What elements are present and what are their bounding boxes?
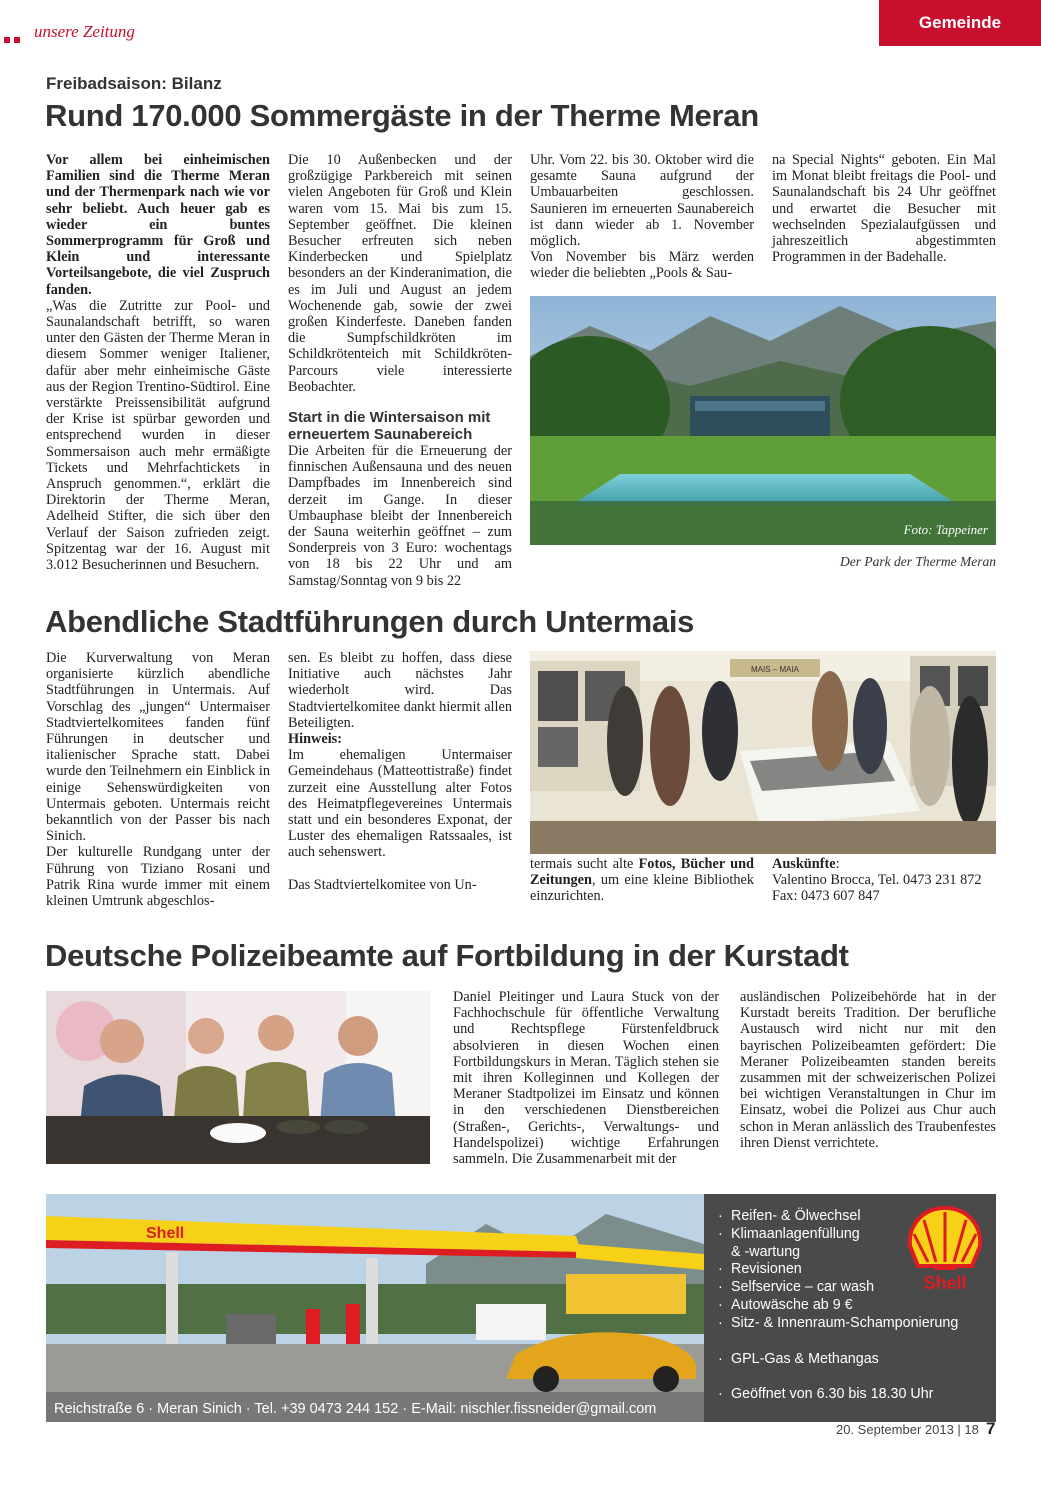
article3-col2-body: ausländischen Polizeibehörde hat in der Kurstadt bereits Tradition. Der berufliche Austausch wird nicht nur mit den bayrischen Polizeibeamten gefördert: Die Meraner Polizeibeamten standen bereits zusammen mit der schweizerischen Polizei bei wichtigen Veranstaltungen in Chur im Einsatz, wobei die Polizei aus Chur auch schon in Meran anlässlich des Traubenfestes ihren Dienst verrichtete. <box>740 989 996 1151</box>
article1-col4-body: na Special Nights“ geboten. Ein Mal im Monat bleibt freitags die Pool- und Saunalandschaft bis 24 Uhr geöffnet und erwartet die Besucher mit wechselnden Spezialaufgüssen und jahreszeitlich abgestimmten Programmen in der Badehalle. <box>772 152 996 266</box>
shell-logo <box>904 1204 986 1294</box>
canopy-brand-text: Shell <box>146 1225 185 1242</box>
collection-post: , um eine kleine Bibliothek einzurichten. <box>530 872 754 905</box>
article1-col3-body: Uhr. Vom 22. bis 30. Oktober wird die gesamte Sauna aufgrund der Umbauarbeiten geschlossen. Saunieren im erneuerten Saunabereich ist dann wieder ab 1. November möglich. <box>530 152 754 250</box>
article1-col2-body: Die 10 Außenbecken und der großzügige Parkbereich mit seinen vielen Angeboten für Groß und Klein waren vom 15. Mai bis zum 15. September geöffnet. Die kleinen Besucher erfreuten sich neben Kinderbecken und Spielplatz besonders an der Kinderanimation, die es im Juli und August an jedem Wochenende gab, sowie der zwei großen Kinderfeste. Daneben fanden die Sumpfschildkröten im Schildkrötenteich mit Schildkröten-Parcours viele interessierte Beobachter. <box>288 152 512 395</box>
police-officers-photo <box>46 991 430 1164</box>
info-label: Auskünfte <box>772 856 836 872</box>
hours-item: · Geöffnet von 6.30 bis 18.30 Uhr <box>718 1386 934 1403</box>
article2-col4: Auskünfte: Valentino Brocca, Tel. 0473 231 872 Fax: 0473 607 847 <box>772 856 1002 905</box>
service-item: & -wartung <box>731 1243 801 1260</box>
service-item: · Reifen- & Ölwechsel <box>718 1208 861 1224</box>
article2-col2-body2: Im ehemaligen Untermaiser Gemeindehaus (Matteottistraße) findet zurzeit eine Ausstellung alter Fotos des Heimatpflegevereines Untermais statt und ein besonderes Exponat, der Luster des ehemaligen Ratssaales, ist auch sehenswert. <box>288 747 512 861</box>
ad-address: Reichstraße 6 · Meran Sinich · Tel. +39 0473 244 152 · E-Mail: nischler.fissneider@gmail.com <box>54 1401 657 1417</box>
article1-col3-body2: Von November bis März werden wieder die beliebten „Pools & Sau- <box>530 249 754 282</box>
article1-lead: Vor allem bei einheimischen Familien sind die Therme Meran und der Thermenpark nach wie vor sehr beliebt. Auch heuer gab es wieder ein buntes Sommerprogramm für Groß und Klein und interessante Vorteilsangebote, die viel Zuspruch fanden. <box>46 152 270 298</box>
service-item: · Revisionen <box>718 1261 802 1278</box>
article2-col1 <box>46 650 270 909</box>
fuel-item: · GPL-Gas & Methangas <box>718 1350 879 1367</box>
page-number: 7 <box>986 1419 996 1438</box>
article3-col1 <box>453 989 719 1167</box>
article1-col2 <box>288 152 512 589</box>
service-item: · Sitz- & Innenraum-Schamponierung <box>718 1314 959 1331</box>
article1-col2-body2: Die Arbeiten für die Erneuerung der finnischen Außensauna und des neuen Dampfbades im Innenbereich sind derzeit im Gange. In dieser Umbauphase bleibt der Innenbereich der Sauna weiterhin geöffnet – zum Sonderpreis von 3 Euro: wochentags von 18 bis 22 Uhr und am Samstag/Sonntag von 9 bis 22 <box>288 443 512 589</box>
article1-kicker: Freibadsaison: Bilanz <box>46 74 222 93</box>
service-item: · Selfservice – car wash <box>718 1279 875 1296</box>
info-line2: Fax: 0473 607 847 <box>772 888 880 905</box>
gas-station-photo <box>46 1194 704 1422</box>
exhibition-sign: MAIS – MAIA <box>750 665 800 674</box>
service-item: · Klimaanlagenfüllung <box>718 1225 860 1242</box>
article1-col3 <box>530 152 754 282</box>
article2-col3 <box>530 856 754 905</box>
therme-photo-credit: Foto: Tappeiner <box>903 522 988 537</box>
article2-col1-body2: Der kulturelle Rundgang unter der Führung von Tiziano Rosani und Patrik Rina wurde immer mit einem kleinen Umtrunk abgeschlos- <box>46 844 270 910</box>
article2-col2: sen. Es bleibt zu hoffen, dass diese Initiative auch nächstes Jahr wiederholt wird. Das Stadtviertelkomitee dankt hiermit allen Beteiligten. Hinweis: Im ehemaligen Untermaiser Gemeindehaus (Matteottistraße) findet zurzeit eine Ausstellung alter Fotos des Heimatpflegevereines Untermais statt und ein besonderes Exponat, der Luster des ehemaligen Ratssaales, ist auch sehenswert. Das Stadtviertelkomitee von Un- <box>288 650 512 893</box>
collection-bold: Fotos, Bücher und Zeitungen <box>530 856 754 889</box>
article1-col1 <box>46 152 270 573</box>
exhibition-photo <box>530 651 996 854</box>
article2-col2-body: sen. Es bleibt zu hoffen, dass diese Initiative auch nächstes Jahr wiederholt wird. Das Stadtviertelkomitee dankt hiermit allen Beteiligten. <box>288 650 512 731</box>
service-item: · Autowäsche ab 9 € <box>718 1296 853 1313</box>
therme-photo-caption: Der Park der Therme Meran <box>840 554 996 569</box>
article2-col1-body: Die Kurverwaltung von Meran organisierte kürzlich abendliche Stadtführungen in Untermais. Auf Vorschlag des „jungen“ Untermaiser Stadtviertelkomitees fanden fünf Führungen in deutscher und italienischer Sprache statt. Dabei wurde den Teilnehmern ein Einblick in einige Sehenswürdigkeiten von Untermais geboten. Untermais reicht bekanntlich von der Passer bis nach Sinich. <box>46 650 270 845</box>
article3-col1-body: Daniel Pleitinger und Laura Stuck von der Fachhochschule für öffentliche Verwaltung und Rechtspflege Fürstenfeldbruck absolvieren in diesen Wochen einen Fortbildungskurs in Meran. Täglich stehen sie mit ihren Kolleginnen und Kollegen der Meraner Stadtpolizei im Einsatz und können in den verschiedenen Dienstbereichen (Straßen-, Gerichts-, Verwaltungs- und Handelspolizei) wichtige Erfahrungen sammeln. Die Zusammenarbeit mit der <box>453 989 719 1168</box>
therme-park-photo <box>530 296 996 545</box>
article1-subhead: Start in die Wintersaison mit erneuertem Saunabereich <box>288 409 491 444</box>
info-line1: Valentino Brocca, Tel. 0473 231 872 <box>772 872 982 889</box>
article3-title: Deutsche Polizeibeamte auf Fortbildung in der Kurstadt <box>45 938 849 973</box>
article3-col2 <box>740 989 996 1151</box>
shell-advertisement <box>46 1194 996 1422</box>
article1-col1-body: „Was die Zutritte zur Pool- und Saunalandschaft betrifft, so waren unter den Gästen der Therme Meran in diesem Sommer weniger Italiener, dafür aber mehr einheimische Gäste aus der Region Trentino-Südtirol. Eine verstärkte Preissensibilität aufgrund der Krise ist spürbar geworden und entsprechend wurden in dieser Sommersaison auch mehr ermäßigte Tickets und Mehrfachtickets in Anspruch genommen.“, erklärt die Direktorin der Therme Meran, Adelheid Stifter, die sich über den Verlauf der Saison zufrieden zeigt. Spitzentag war der 16. August mit 3.012 Besucherinnen und Besuchern. <box>46 297 270 574</box>
section-tab: Gemeinde <box>879 0 1041 46</box>
article1-title: Rund 170.000 Sommergäste in der Therme Meran <box>45 98 759 133</box>
article2-title: Abendliche Stadtführungen durch Untermais <box>45 604 695 639</box>
footer-date-issue: 20. September 2013 | 18 <box>836 1422 979 1437</box>
article1-col4 <box>772 152 996 265</box>
collection-pre: termais sucht alte <box>530 856 639 872</box>
article2-col2-body3: Das Stadtviertelkomitee von Un- <box>288 876 477 893</box>
header-dots <box>4 30 20 48</box>
publication-logo: unsere Zeitung <box>34 22 135 41</box>
hint-label: Hinweis <box>288 731 338 748</box>
shell-logo-text: Shell <box>923 1273 967 1293</box>
